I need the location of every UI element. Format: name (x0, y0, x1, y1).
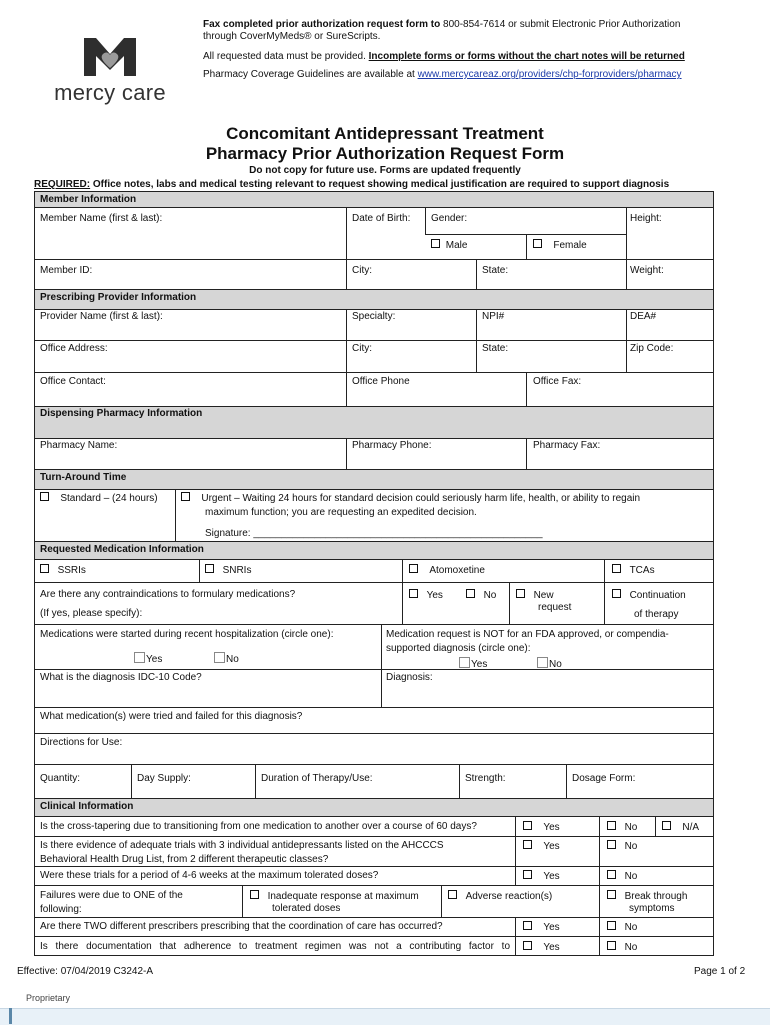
male-label: Male (445, 240, 468, 251)
continuation-label: Continuation (629, 590, 686, 601)
inadequate-response-checkbox[interactable] (250, 890, 259, 899)
contra-no-checkbox[interactable] (466, 589, 475, 598)
adverse-reaction-label: Adverse reaction(s) (465, 891, 553, 902)
form-title-line1: Concomitant Antidepressant Treatment (226, 124, 544, 143)
contra-yes-label: Yes (426, 590, 443, 601)
breakthrough-checkbox[interactable] (607, 890, 616, 899)
male-checkbox[interactable] (431, 239, 440, 248)
pharmacy-heading: Dispensing Pharmacy Information (40, 408, 203, 419)
q2-no-label: No (624, 841, 638, 852)
q1-yes-label: Yes (543, 822, 560, 833)
required-note (34, 179, 724, 190)
q3-no-label: No (624, 871, 638, 882)
mercy-care-logo (50, 34, 170, 110)
q5-no-checkbox[interactable] (607, 921, 616, 930)
q5-yes-option[interactable] (523, 921, 560, 934)
q1-no-checkbox[interactable] (607, 821, 616, 830)
logo-wordmark: mercy care (54, 80, 166, 105)
q2-yes-label: Yes (543, 841, 560, 852)
logo-m-mark-icon (50, 34, 170, 78)
ssris-option[interactable] (40, 564, 86, 577)
breakthrough-label: Break through (624, 891, 688, 902)
snris-option[interactable] (205, 564, 251, 577)
fda-no-label: No (549, 659, 562, 670)
atomoxetine-checkbox[interactable] (409, 564, 418, 573)
q6-yes-checkbox[interactable] (523, 941, 532, 950)
dob-label: Date of Birth: (352, 213, 411, 224)
continuation-checkbox[interactable] (612, 589, 621, 598)
q2-no-option[interactable] (607, 840, 637, 853)
q3-yes-label: Yes (543, 871, 560, 882)
contra-no-label: No (483, 590, 497, 601)
q1-na-label: N/A (682, 822, 700, 833)
new-request-checkbox[interactable] (516, 589, 525, 598)
tcas-checkbox[interactable] (612, 564, 621, 573)
ssris-checkbox[interactable] (40, 564, 49, 573)
trial-period-question: Were these trials for a period of 4-6 weeks at the maximum tolerated doses? (40, 870, 379, 881)
fda-yes-label: Yes (471, 659, 488, 670)
q2-no-checkbox[interactable] (607, 840, 616, 849)
zip-label: Zip Code: (630, 343, 674, 354)
q2-yes-option[interactable] (523, 840, 560, 853)
directions-label: Directions for Use: (40, 737, 123, 748)
office-address-label: Office Address: (40, 343, 108, 354)
fda-question-line2: supported diagnosis (circle one): (386, 643, 531, 654)
hosp-no-checkbox[interactable] (214, 652, 225, 663)
q5-no-option[interactable] (607, 921, 637, 934)
inadequate-response-label-line2: tolerated doses (272, 903, 341, 914)
icd-code-label: What is the diagnosis IDC-10 Code? (40, 672, 202, 683)
female-checkbox[interactable] (533, 239, 542, 248)
gender-female-option[interactable] (533, 239, 587, 252)
adherence-question: Is there documentation that adherence to treatment regimen was not a contributing factor to (40, 941, 510, 952)
q3-no-option[interactable] (607, 870, 637, 883)
coverage-link[interactable]: www.mercycareaz.org/providers/chp-forproviders/pharmacy (417, 69, 682, 80)
hosp-yes-checkbox[interactable] (134, 652, 145, 663)
data-intro: All requested data must be provided. (203, 51, 369, 62)
page-number: Page 1 of 2 (694, 966, 746, 977)
day-supply-label: Day Supply: (137, 773, 191, 784)
q6-yes-option[interactable] (523, 941, 560, 954)
q3-no-checkbox[interactable] (607, 870, 616, 879)
member-state-label: State: (482, 265, 509, 276)
snris-checkbox[interactable] (205, 564, 214, 573)
continuation-label-line2: of therapy (634, 609, 679, 620)
fda-no-checkbox[interactable] (537, 657, 548, 668)
contraindications-specify: (If yes, please specify): (40, 608, 143, 619)
provider-name-label: Provider Name (first & last): (40, 311, 163, 322)
proprietary-label: Proprietary (26, 993, 71, 1003)
height-label: Height: (630, 213, 662, 224)
contra-yes-checkbox[interactable] (409, 589, 418, 598)
turnaround-heading: Turn-Around Time (40, 472, 127, 483)
fax-rest: 800-854-7614 or submit Electronic Prior Authorization (440, 19, 681, 30)
fda-question-line1: Medication request is NOT for an FDA approved, or compendia- (386, 629, 669, 640)
two-prescribers-question: Are there TWO different prescribers prescribing that the coordination of care has occurred? (40, 921, 443, 932)
adverse-reaction-checkbox[interactable] (448, 890, 457, 899)
hosp-no-label: No (226, 654, 239, 665)
q3-yes-option[interactable] (523, 870, 560, 883)
inadequate-response-label: Inadequate response at maximum (267, 891, 419, 902)
pharmacy-name-label: Pharmacy Name: (40, 440, 118, 451)
bottom-band-accent (9, 1008, 12, 1024)
data-requirement (203, 51, 723, 63)
turnaround-section-header (34, 469, 714, 489)
q1-na-option[interactable] (662, 821, 699, 834)
member-id-label: Member ID: (40, 265, 93, 276)
new-request-label-line2: request (538, 602, 572, 613)
duration-label: Duration of Therapy/Use: (261, 773, 373, 784)
provider-state-label: State: (482, 343, 509, 354)
hosp-no-option[interactable] (214, 652, 239, 666)
female-label: Female (553, 240, 587, 251)
q6-no-option[interactable] (607, 941, 637, 954)
npi-label: NPI# (482, 311, 505, 322)
ssris-label: SSRIs (57, 565, 86, 576)
clinical-section-header (34, 798, 714, 816)
q5-yes-label: Yes (543, 922, 560, 933)
gender-male-option[interactable] (431, 239, 467, 252)
medication-heading: Requested Medication Information (40, 544, 204, 555)
q6-no-label: No (624, 942, 638, 953)
dea-label: DEA# (630, 311, 657, 322)
adequate-trials-question: Is there evidence of adequate trials with 3 individual antidepressants listed on the AHCCCS (40, 840, 444, 851)
strength-label: Strength: (465, 773, 506, 784)
clinical-heading: Clinical Information (40, 801, 134, 812)
required-label: REQUIRED: (34, 179, 91, 190)
form-title-line2: Pharmacy Prior Authorization Request Form (205, 144, 565, 163)
q1-no-option[interactable] (607, 821, 637, 834)
hospitalization-question: Medications were started during recent hospitalization (circle one): (40, 629, 334, 640)
standard-label: Standard – (24 hours) (60, 493, 158, 504)
contraindications-question: Are there any contraindications to formulary medications? (40, 589, 296, 600)
urgent-option[interactable] (181, 492, 640, 505)
failures-label-line2: following: (40, 904, 82, 915)
new-request-label: New (533, 590, 554, 601)
pharmacy-fax-label: Pharmacy Fax: (533, 440, 601, 451)
office-contact-label: Office Contact: (40, 376, 106, 387)
coverage-guidelines (203, 69, 723, 81)
q6-yes-label: Yes (543, 942, 560, 953)
quantity-label: Quantity: (40, 773, 81, 784)
coverage-intro: Pharmacy Coverage Guidelines are available at (203, 69, 418, 80)
failures-label: Failures were due to ONE of the (40, 890, 183, 901)
breakthrough-option[interactable] (607, 890, 687, 903)
snris-label: SNRIs (222, 565, 252, 576)
q5-no-label: No (624, 922, 638, 933)
q3-yes-checkbox[interactable] (523, 870, 532, 879)
required-text: Office notes, labs and medical testing relevant to request showing medical justification are required to support diagnosis (90, 179, 670, 190)
continuation-option[interactable] (612, 589, 686, 602)
atomoxetine-option[interactable] (409, 564, 485, 577)
standard-option[interactable] (40, 492, 158, 505)
specialty-label: Specialty: (352, 311, 396, 322)
fda-no-option[interactable] (537, 657, 562, 671)
urgent-label-line2: maximum function; you are requesting an expedited decision. (205, 507, 477, 518)
diagnosis-label: Diagnosis: (386, 672, 433, 683)
provider-heading: Prescribing Provider Information (40, 292, 197, 303)
q1-yes-checkbox[interactable] (523, 821, 532, 830)
provider-city-label: City: (352, 343, 372, 354)
tcas-label: TCAs (629, 565, 655, 576)
tcas-option[interactable] (612, 564, 655, 577)
inadequate-response-option[interactable] (250, 890, 419, 903)
effective-date: Effective: 07/04/2019 C3242-A (17, 966, 154, 977)
gender-label: Gender: (431, 213, 468, 224)
q1-na-checkbox[interactable] (662, 821, 671, 830)
q1-yes-option[interactable] (523, 821, 560, 834)
office-fax-label: Office Fax: (533, 376, 582, 387)
q6-no-checkbox[interactable] (607, 941, 616, 950)
fax-bold: Fax completed prior authorization request form to (203, 19, 441, 30)
copy-note: Do not copy for future use. Forms are updated frequently (249, 165, 521, 176)
member-city-label: City: (352, 265, 372, 276)
fax-line2: through CoverMyMeds® or SureScripts. (203, 31, 381, 42)
q5-yes-checkbox[interactable] (523, 921, 532, 930)
new-request-option[interactable] (516, 589, 554, 602)
hosp-yes-option[interactable] (134, 652, 162, 666)
bottom-band (0, 1008, 770, 1025)
urgent-checkbox[interactable] (181, 492, 190, 501)
q1-no-label: No (624, 822, 638, 833)
tried-failed-label: What medication(s) were tried and failed for this diagnosis? (40, 711, 303, 722)
cross-taper-question: Is the cross-tapering due to transitioning from one medication to another over a course of 60 days? (40, 821, 477, 832)
adverse-reaction-option[interactable] (448, 890, 552, 903)
contra-yes-option[interactable] (409, 589, 443, 602)
pharmacy-phone-label: Pharmacy Phone: (352, 440, 432, 451)
atomoxetine-label: Atomoxetine (429, 565, 485, 576)
hosp-yes-label: Yes (146, 654, 163, 665)
signature-line[interactable]: Signature: ____________________________________________________ (205, 528, 543, 539)
fax-instructions (203, 19, 723, 43)
urgent-label: Urgent – Waiting 24 hours for standard decision could seriously harm life, health, or ability to regain (201, 493, 641, 504)
fda-yes-option[interactable] (459, 657, 487, 671)
weight-label: Weight: (630, 265, 664, 276)
contra-no-option[interactable] (466, 589, 496, 602)
standard-checkbox[interactable] (40, 492, 49, 501)
member-name-label: Member Name (first & last): (40, 213, 163, 224)
breakthrough-label-line2: symptoms (629, 903, 675, 914)
dosage-form-label: Dosage Form: (572, 773, 636, 784)
member-heading: Member Information (40, 194, 137, 205)
q2-yes-checkbox[interactable] (523, 840, 532, 849)
office-phone-label: Office Phone (352, 376, 410, 387)
data-warning: Incomplete forms or forms without the chart notes will be returned (368, 51, 685, 62)
fda-yes-checkbox[interactable] (459, 657, 470, 668)
adequate-trials-question-line2: Behavioral Health Drug List, from 2 different therapeutic classes? (40, 854, 329, 865)
